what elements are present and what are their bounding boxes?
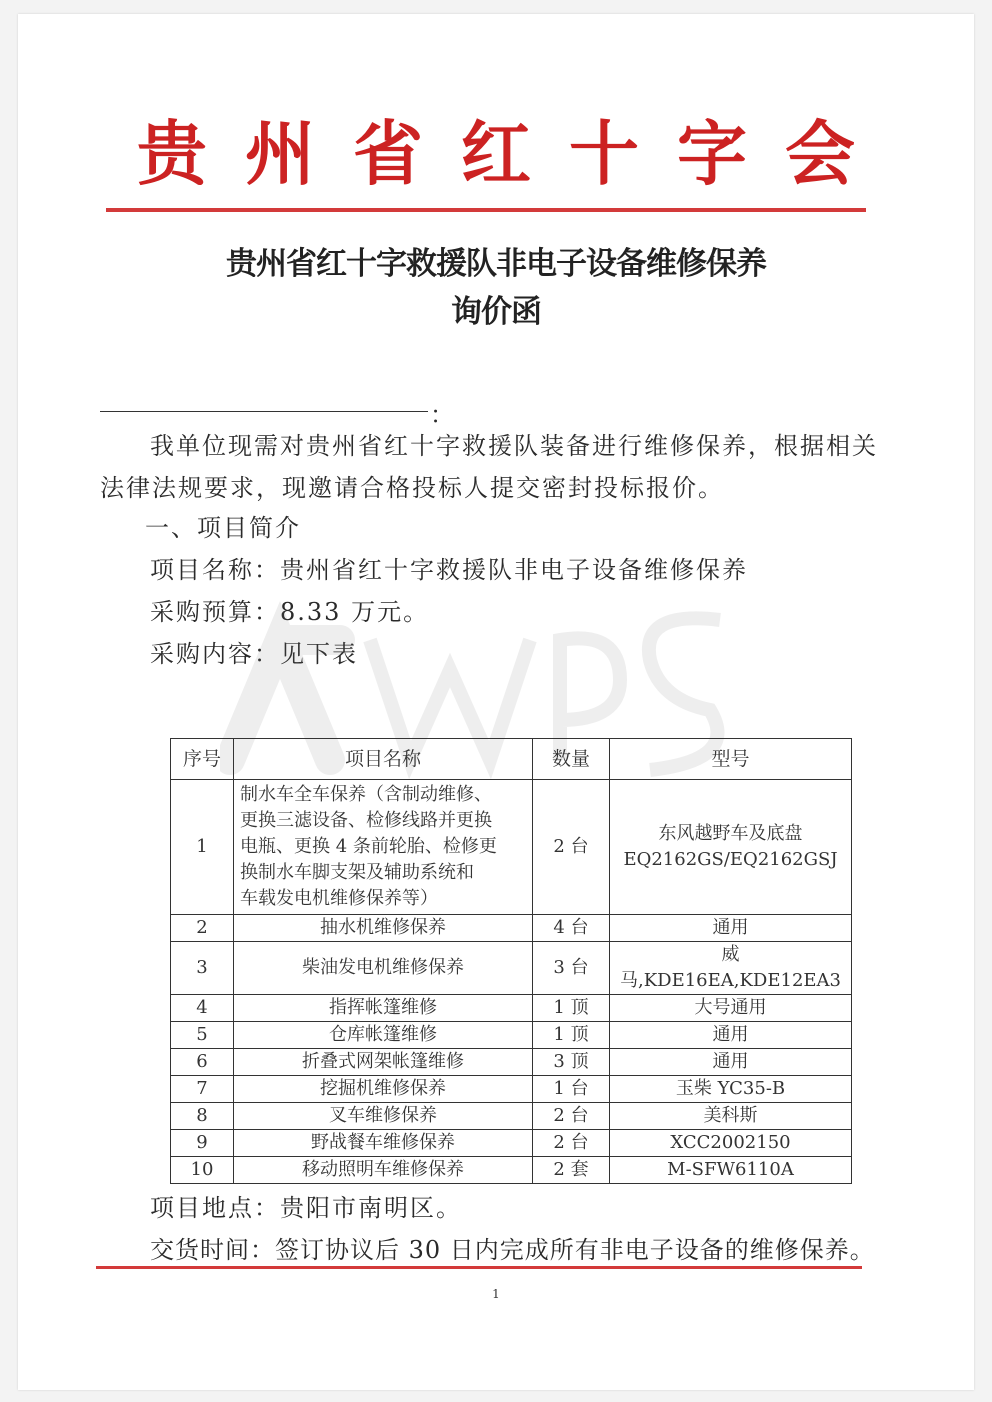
row-quantity: 3 台 xyxy=(533,942,610,995)
row-item-name-line: 换制水车脚支架及辅助系统和 xyxy=(240,862,474,883)
row-item-name: 野战餐车维修保养 xyxy=(234,1130,533,1157)
organization-header: 贵州省红十字会 xyxy=(137,112,893,195)
intro-line-2: 法律法规要求，现邀请合格投标人提交密封投标报价。 xyxy=(100,474,724,502)
row-model: 通用 xyxy=(610,1049,852,1076)
row-model: 通用 xyxy=(610,1022,852,1049)
row-model: 玉柴 YC35-B xyxy=(610,1076,852,1103)
table-row xyxy=(171,1076,852,1103)
row-quantity: 2 台 xyxy=(533,1103,610,1130)
row-quantity: 1 顶 xyxy=(533,995,610,1022)
table-row xyxy=(171,1130,852,1157)
project-name: 项目名称：贵州省红十字救援队非电子设备维修保养 xyxy=(150,556,748,584)
table-row xyxy=(171,1103,852,1130)
header-no: 序号 xyxy=(171,739,234,780)
row-no: 6 xyxy=(171,1049,234,1076)
row-item-name-line: 制水车全车保养（含制动维修、 xyxy=(240,784,492,805)
row-model: 通用 xyxy=(610,915,852,942)
row-model: M-SFW6110A xyxy=(610,1157,852,1184)
table-row xyxy=(171,1157,852,1184)
row-item-name: 折叠式网架帐篷维修 xyxy=(234,1049,533,1076)
row-item-name: 指挥帐篷维修 xyxy=(234,995,533,1022)
row-no: 3 xyxy=(171,942,234,995)
row-item-name-line: 电瓶、更换 4 条前轮胎、检修更 xyxy=(240,836,497,857)
table-row xyxy=(171,780,852,915)
row-quantity: 2 台 xyxy=(533,1130,610,1157)
procurement-content: 采购内容：见下表 xyxy=(150,640,358,668)
row-item-name-line: 车载发电机维修保养等） xyxy=(240,888,438,909)
addressee-colon: ： xyxy=(430,401,454,429)
row-model-line: EQ2162GS/EQ2162GSJ xyxy=(623,849,838,870)
row-item-name: 仓库帐篷维修 xyxy=(234,1022,533,1049)
row-no: 5 xyxy=(171,1022,234,1049)
row-quantity: 1 台 xyxy=(533,1076,610,1103)
section-heading-1: 一、项目简介 xyxy=(145,514,301,542)
intro-line-1: 我单位现需对贵州省红十字救援队装备进行维修保养，根据相关 xyxy=(150,432,878,460)
header-model: 型号 xyxy=(610,739,852,780)
table-row xyxy=(171,915,852,942)
table-header-row xyxy=(171,739,852,780)
row-no: 10 xyxy=(171,1157,234,1184)
row-model: 威马,KDE16EA,KDE12EA3 xyxy=(610,942,852,995)
header-item-name: 项目名称 xyxy=(234,739,533,780)
table-row xyxy=(171,1022,852,1049)
addressee-underline xyxy=(100,411,428,412)
row-item-name: 移动照明车维修保养 xyxy=(234,1157,533,1184)
row-no: 8 xyxy=(171,1103,234,1130)
row-no: 2 xyxy=(171,915,234,942)
project-location: 项目地点：贵阳市南明区。 xyxy=(150,1194,462,1222)
row-model: 大号通用 xyxy=(610,995,852,1022)
row-quantity: 4 台 xyxy=(533,915,610,942)
row-model-line: 东风越野车及底盘 xyxy=(658,823,803,844)
row-quantity: 3 顶 xyxy=(533,1049,610,1076)
procurement-budget: 采购预算：8.33 万元。 xyxy=(150,598,430,626)
document-title-line2: 询价函 xyxy=(451,294,541,330)
header-red-rule xyxy=(106,208,866,212)
row-item-name: 叉车维修保养 xyxy=(234,1103,533,1130)
row-item-name: 柴油发电机维修保养 xyxy=(234,942,533,995)
row-model: 美科斯 xyxy=(610,1103,852,1130)
row-model: XCC2002150 xyxy=(610,1130,852,1157)
row-item-name: 抽水机维修保养 xyxy=(234,915,533,942)
row-no: 9 xyxy=(171,1130,234,1157)
page-number: 1 xyxy=(492,1287,500,1301)
row-model xyxy=(610,780,852,915)
row-item-name: 挖掘机维修保养 xyxy=(234,1076,533,1103)
table-row xyxy=(171,1049,852,1076)
document-title-line1: 贵州省红十字救援队非电子设备维修保养 xyxy=(226,246,766,282)
row-quantity: 2 台 xyxy=(533,780,610,915)
row-quantity: 2 套 xyxy=(533,1157,610,1184)
row-item-name-line: 更换三滤设备、检修线路并更换 xyxy=(240,810,492,831)
footer-red-rule xyxy=(96,1266,862,1269)
procurement-table xyxy=(170,738,852,1184)
row-no: 4 xyxy=(171,995,234,1022)
row-quantity: 1 顶 xyxy=(533,1022,610,1049)
header-quantity: 数量 xyxy=(533,739,610,780)
delivery-time: 交货时间：签订协议后 30 日内完成所有非电子设备的维修保养。 xyxy=(150,1236,875,1264)
table-row xyxy=(171,942,852,995)
row-no: 7 xyxy=(171,1076,234,1103)
table-row xyxy=(171,995,852,1022)
row-no: 1 xyxy=(171,780,234,915)
row-item-name xyxy=(234,780,533,915)
